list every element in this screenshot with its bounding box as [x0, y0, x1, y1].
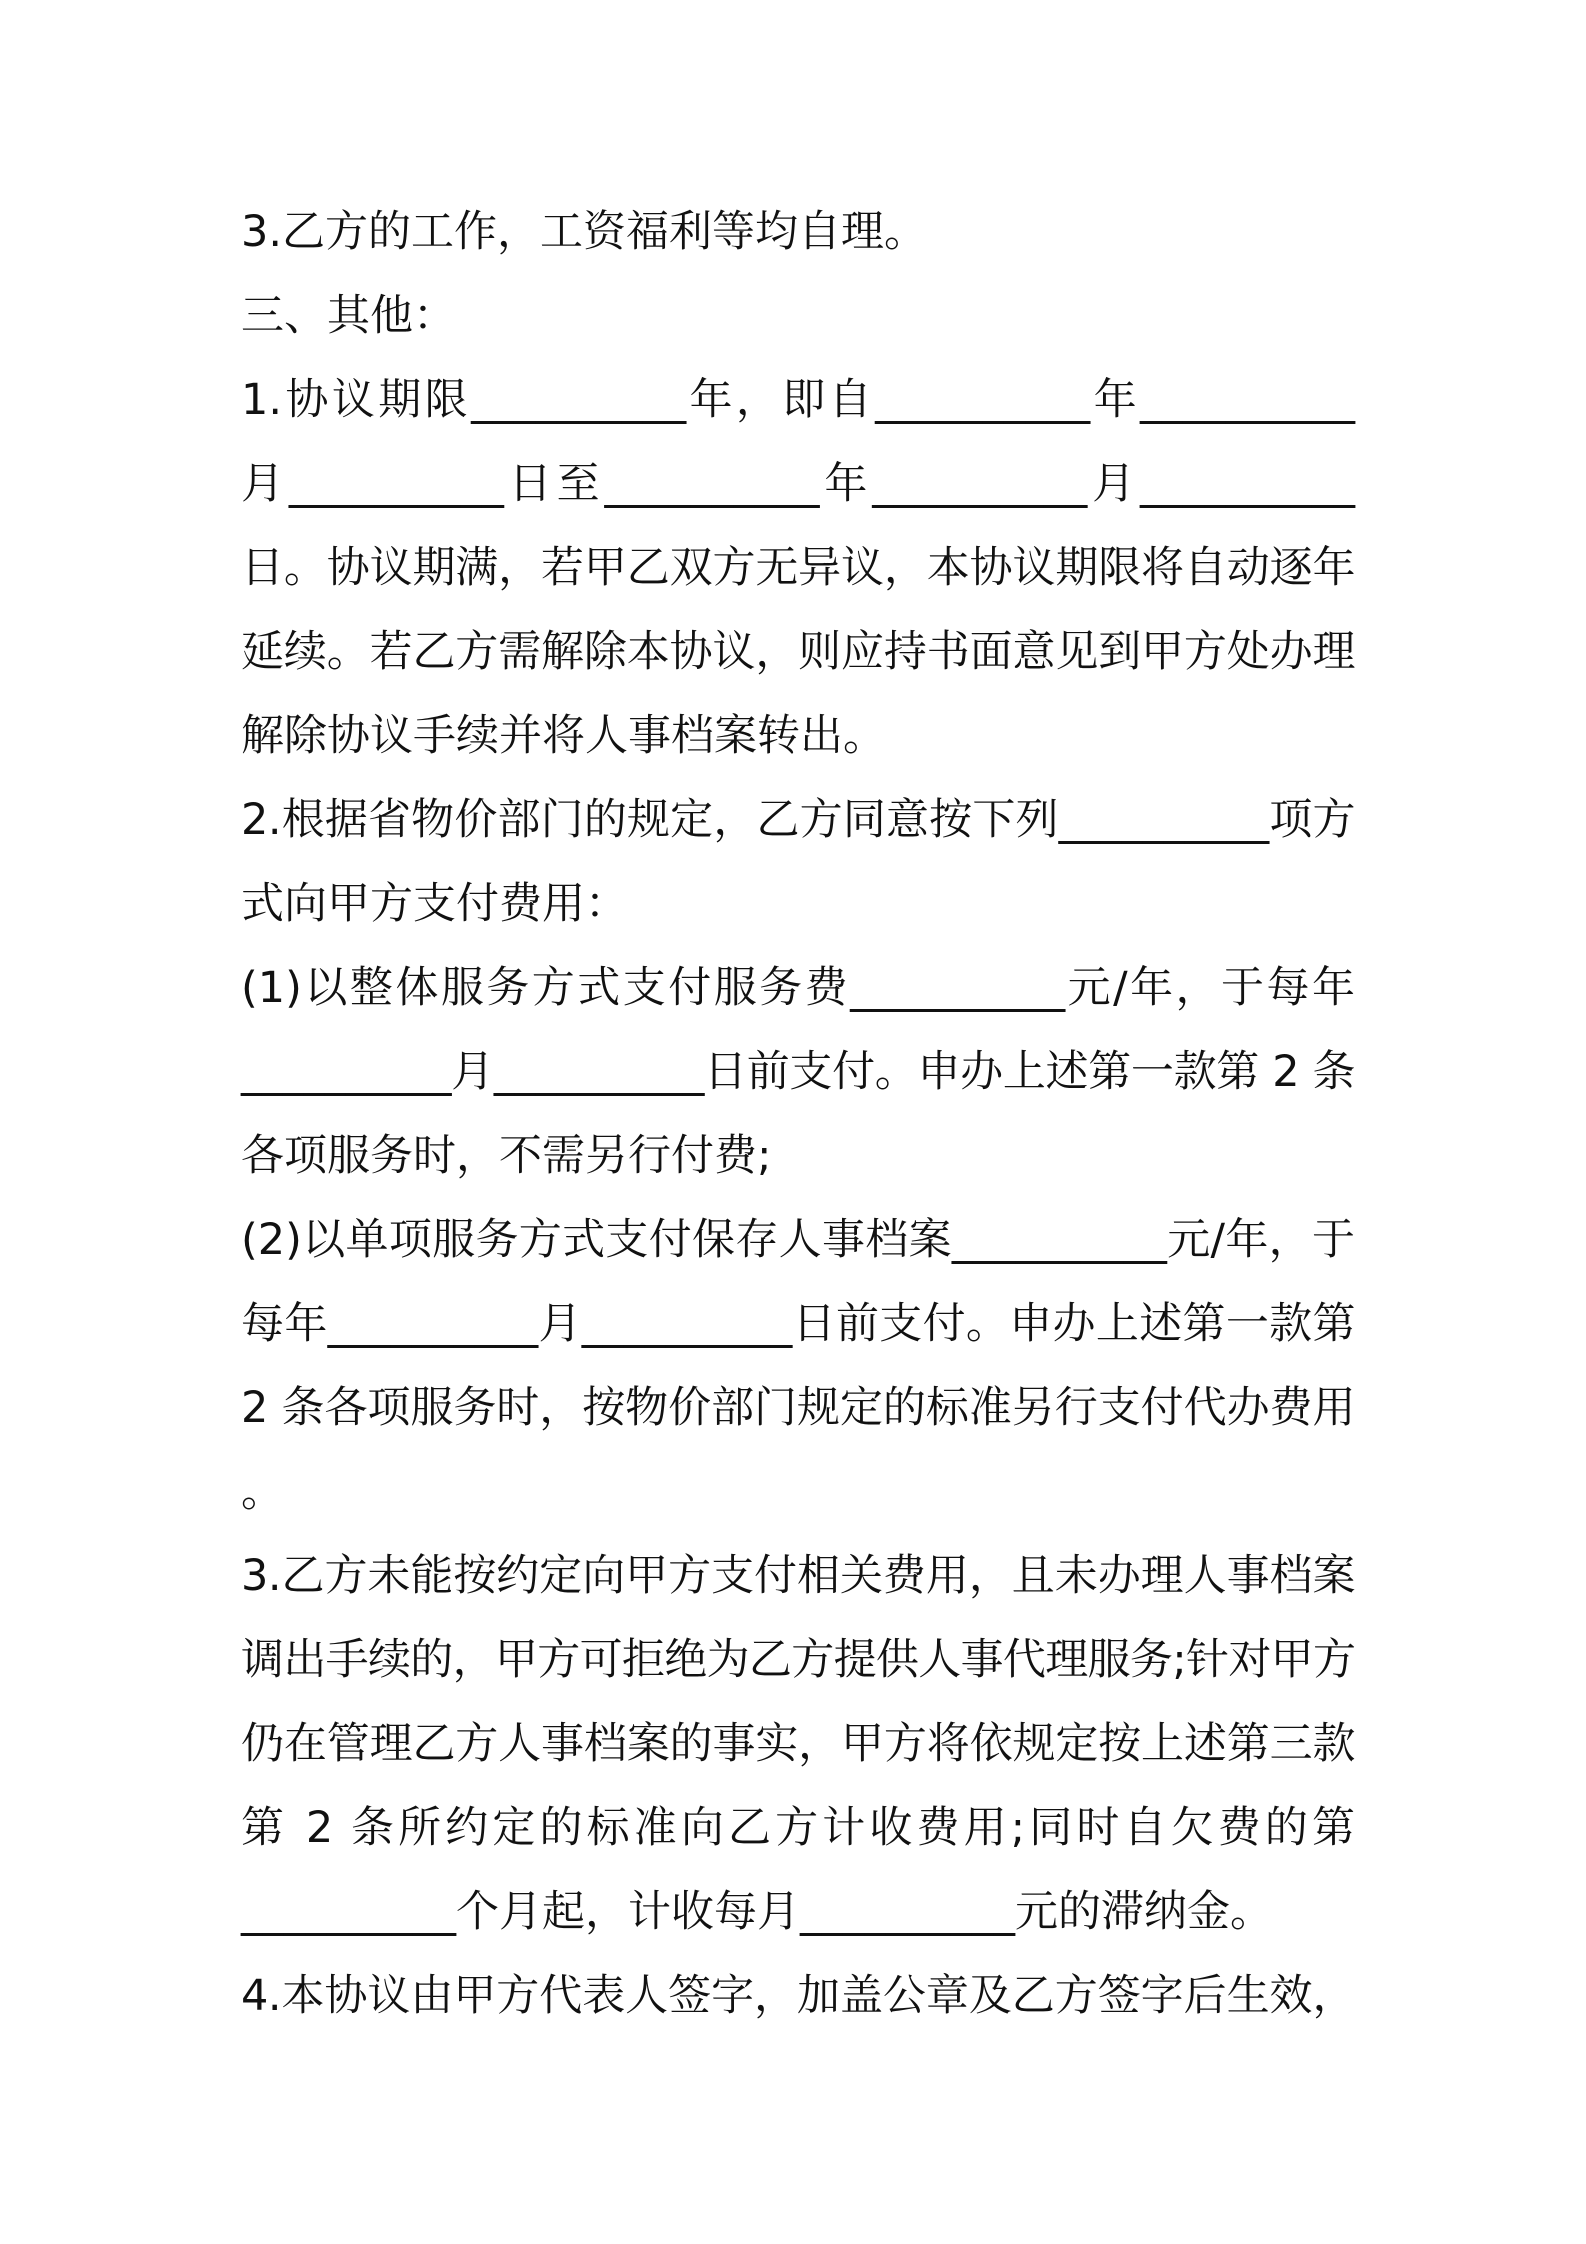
text-line: 解除协议手续并将人事档案转出。 — [241, 711, 886, 761]
text-line: 3.乙方的工作，工资福利等均自理。 — [241, 207, 928, 257]
text-line: 4.本协议由甲方代表人签字，加盖公章及乙方签字后生效， — [241, 1971, 1355, 2021]
text-line: 2.根据省物价部门的规定，乙方同意按下列__________项方 — [241, 795, 1355, 845]
text-line: 每年__________月__________日前支付。申办上述第一款第 — [241, 1299, 1355, 1349]
section-heading: 三、其他： — [241, 291, 456, 341]
text-line: 第 2 条所约定的标准向乙方计收费用;同时自欠费的第 — [241, 1803, 1355, 1853]
text-line: 3.乙方未能按约定向甲方支付相关费用，且未办理人事档案 — [241, 1551, 1355, 1601]
text-line: 。 — [241, 1467, 284, 1517]
text-line: (1)以整体服务方式支付服务费__________元/年，于每年 — [241, 963, 1355, 1013]
text-line: 各项服务时，不需另行付费; — [241, 1131, 772, 1181]
text-line: 调出手续的，甲方可拒绝为乙方提供人事代理服务;针对甲方 — [241, 1635, 1355, 1685]
text-line: __________月__________日前支付。申办上述第一款第 2 条 — [241, 1047, 1355, 1097]
text-line: __________个月起，计收每月__________元的滞纳金。 — [241, 1887, 1273, 1937]
text-line: 月__________日至__________年__________月__________ — [241, 459, 1355, 509]
text-line: 仍在管理乙方人事档案的事实，甲方将依规定按上述第三款 — [241, 1719, 1355, 1769]
agreement-text — [241, 190, 1355, 2038]
text-line: 延续。若乙方需解除本协议，则应持书面意见到甲方处办理 — [241, 627, 1355, 677]
text-line: 1.协议期限__________年，即自__________年__________ — [241, 375, 1355, 425]
text-line: 日。协议期满，若甲乙双方无异议，本协议期限将自动逐年 — [241, 543, 1355, 593]
text-line: 2 条各项服务时，按物价部门规定的标准另行支付代办费用 — [241, 1383, 1355, 1433]
text-line: 式向甲方支付费用： — [241, 879, 628, 929]
text-line: (2)以单项服务方式支付保存人事档案__________元/年，于 — [241, 1215, 1355, 1265]
